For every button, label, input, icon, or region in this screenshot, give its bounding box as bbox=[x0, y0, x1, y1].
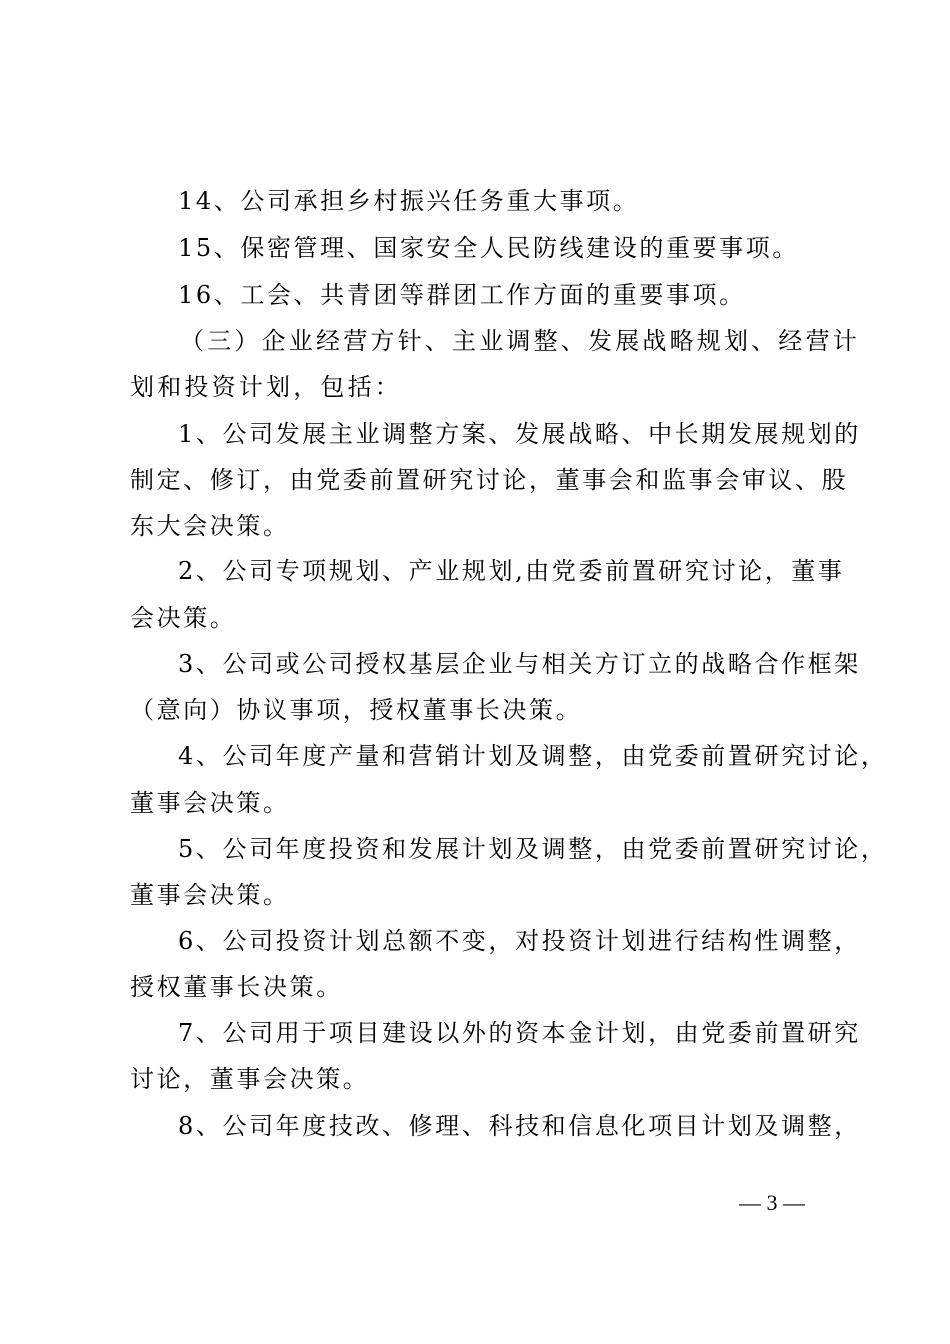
item-4-line-2: 董事会决策。 bbox=[130, 789, 290, 817]
item-4-line-1: 4、公司年度产量和营销计划及调整，由党委前置研究讨论， bbox=[178, 742, 888, 770]
item-2-line-2: 会决策。 bbox=[130, 604, 237, 632]
item-5-line-1: 5、公司年度投资和发展计划及调整，由党委前置研究讨论， bbox=[178, 835, 888, 863]
item-7-line-2: 讨论，董事会决策。 bbox=[130, 1065, 370, 1093]
item-1-line-1: 1、公司发展主业调整方案、发展战略、中长期发展规划的 bbox=[178, 420, 861, 448]
item-6-line-1: 6、公司投资计划总额不变，对投资计划进行结构性调整， bbox=[178, 927, 861, 955]
item-3-line-1: 3、公司或公司授权基层企业与相关方订立的战略合作框架 bbox=[178, 650, 861, 678]
item-7-line-1: 7、公司用于项目建设以外的资本金计划，由党委前置研究 bbox=[178, 1019, 861, 1047]
item-1-line-3: 东大会决策。 bbox=[130, 512, 290, 540]
section-3-heading-line-2: 划和投资计划，包括： bbox=[130, 373, 402, 401]
item-6-line-2: 授权董事长决策。 bbox=[130, 973, 343, 1001]
item-16: 16、工会、共青团等群团工作方面的重要事项。 bbox=[178, 281, 746, 309]
item-3-line-2: （意向）协议事项，授权董事长决策。 bbox=[130, 696, 583, 724]
item-14: 14、公司承担乡村振兴任务重大事项。 bbox=[178, 187, 640, 215]
item-15: 15、保密管理、国家安全人民防线建设的重要事项。 bbox=[178, 234, 799, 262]
page-number: — 3 — bbox=[739, 1190, 805, 1215]
section-3-heading-line-1: （三）企业经营方针、主业调整、发展战略规划、经营计 bbox=[180, 327, 860, 355]
item-8-line-1: 8、公司年度技改、修理、科技和信息化项目计划及调整， bbox=[178, 1112, 861, 1140]
item-5-line-2: 董事会决策。 bbox=[130, 881, 290, 909]
item-2-line-1: 2、公司专项规划、产业规划,由党委前置研究讨论，董事 bbox=[178, 557, 845, 585]
item-1-line-2: 制定、修订，由党委前置研究讨论，董事会和监事会审议、股 bbox=[130, 466, 849, 494]
